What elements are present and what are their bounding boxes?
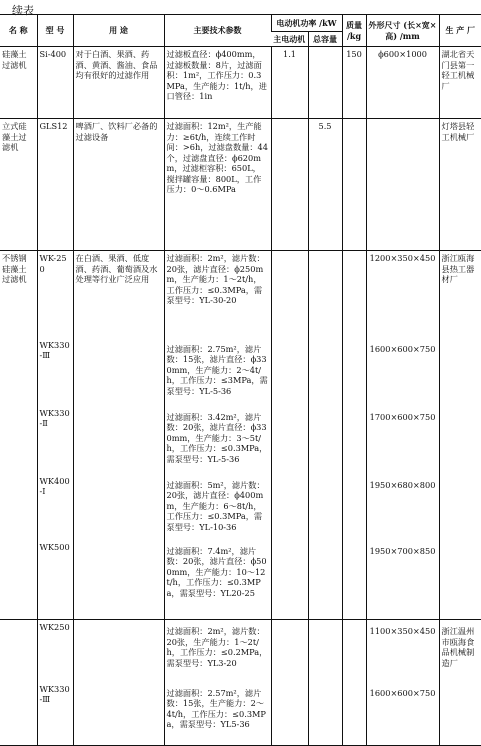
cell-use: [73, 620, 164, 682]
cell-model: WK400-Ⅰ: [37, 474, 73, 540]
cell-use: [73, 682, 164, 746]
table-row: [0, 119, 481, 251]
table-row: [0, 338, 481, 406]
cell-params: 过滤板直径：ϕ400mm，过滤板数量：8片，过滤面积：1m²，工作压力：0.3MPa，生产能力：1t/h，进口管径：1in: [164, 47, 271, 119]
cell-name: [0, 682, 37, 746]
cell-maker: 浙江温州市瓯海食品机械制造厂: [439, 620, 481, 682]
cell-model: WK330-Ⅲ: [37, 338, 73, 406]
cell-name: [0, 540, 37, 620]
cell-dims: 1600×600×750: [366, 338, 439, 406]
cell-params: 过滤面积：12m²，生产能力：≥6t/h，连续工作时间：>6h，过滤盘数量：44个，过滤盘直径：ϕ620mm，过滤柜容积：650L，搅拌罐容量：800L，工作压力：0～0.6MPa: [164, 119, 271, 251]
cell-params: 过滤面积：3.42m²，滤片数：20张，滤片直径：ϕ330mm，生产能力：3～5t/h，工作压力：≤0.3MPa，需泵型号：YL-5-36: [164, 406, 271, 474]
cell-power-total: [308, 620, 342, 682]
cell-weight: [342, 338, 366, 406]
cell-weight: [342, 540, 366, 620]
cell-model: WK330-Ⅲ: [37, 682, 73, 746]
header-power-main: 主电动机: [271, 32, 308, 47]
cell-dims: 1600×600×750: [366, 682, 439, 746]
table-row: [0, 47, 481, 119]
header-model: 型 号: [37, 15, 73, 47]
table-row: [0, 620, 481, 682]
cell-model: WK-250: [37, 251, 73, 338]
cell-power-total: [308, 682, 342, 746]
cell-use: 对于白酒、果酒、药酒、黄酒、酱油、食品均有很好的过滤作用: [73, 47, 164, 119]
cell-dims: 1700×600×750: [366, 406, 439, 474]
cell-name: 硅藻土过滤机: [0, 47, 37, 119]
cell-dims: 1100×350×450: [366, 620, 439, 682]
cell-maker: [439, 338, 481, 406]
table-row: [0, 406, 481, 474]
cell-power-total: [308, 251, 342, 338]
cell-maker: [439, 540, 481, 620]
cell-name: [0, 620, 37, 682]
cell-params: 过滤面积：2.75m²，滤片数：15张，滤片直径：ϕ330mm，生产能力：2～4t/h，工作压力：≤3MPa，需泵型号：YL-5-36: [164, 338, 271, 406]
cell-power-main: [271, 119, 308, 251]
header-params: 主要技术参数: [164, 15, 271, 47]
cell-params: 过滤面积：5m²，滤片数：20张，滤片直径：ϕ400mm，生产能力：6～8t/h，工作压力：≤0.3MPa，需泵型号：YL-10-36: [164, 474, 271, 540]
cell-power-main: [271, 251, 308, 338]
header-dims: 外形尺寸 (长×宽×高) /mm: [366, 15, 439, 47]
cell-use: [73, 406, 164, 474]
cell-name: [0, 474, 37, 540]
cell-use: [73, 474, 164, 540]
header-power-total: 总容量: [308, 32, 342, 47]
cell-weight: 150: [342, 47, 366, 119]
header-power: 电动机功率 /kW: [271, 15, 342, 32]
table-row: [0, 251, 481, 338]
cell-weight: [342, 682, 366, 746]
cell-power-total: [308, 47, 342, 119]
equipment-table: [0, 14, 481, 746]
cell-weight: [342, 119, 366, 251]
header-use: 用 途: [73, 15, 164, 47]
cell-maker: 灯塔县轻工机械厂: [439, 119, 481, 251]
cell-power-main: [271, 474, 308, 540]
cell-model: WK250: [37, 620, 73, 682]
header-weight: 质量 /kg: [342, 15, 366, 47]
cell-params: 过滤面积：2.57m²，滤片数：15张，生产能力：2～4t/h，工作压力：≤0.3MPa，需泵型号：YL5-36: [164, 682, 271, 746]
cell-power-main: [271, 406, 308, 474]
cell-model: Si-400: [37, 47, 73, 119]
cell-name: [0, 406, 37, 474]
cell-params: 过滤面积：2m²，滤片数：20张，滤片直径：ϕ250mm，生产能力：1～2t/h，工作压力：≤0.3MPa，需泵型号：YL-30-20: [164, 251, 271, 338]
cell-dims: 1200×350×450: [366, 251, 439, 338]
cell-power-main: [271, 620, 308, 682]
cell-params: 过滤面积：2m²，滤片数：20张，生产能力：1～2t/h，工作压力：≤0.2MPa，需泵型号：YL3-20: [164, 620, 271, 682]
cell-dims: 1950×700×850: [366, 540, 439, 620]
cell-power-main: [271, 682, 308, 746]
cell-params: 过滤面积：7.4m²，滤片数：20张，滤片直径：ϕ500mm，生产能力：10～12t/h，工作压力：≤0.3MPa，需泵型号：YL20-25: [164, 540, 271, 620]
cell-weight: [342, 474, 366, 540]
cell-use: [73, 338, 164, 406]
table-row: [0, 474, 481, 540]
header-maker: 生 产 厂: [439, 15, 481, 47]
cell-dims: [366, 119, 439, 251]
cell-maker: 湖北省天门县第一轻工机械厂: [439, 47, 481, 119]
cell-power-main: 1.1: [271, 47, 308, 119]
header-name: 名 称: [0, 15, 37, 47]
cell-power-total: [308, 474, 342, 540]
table-row: [0, 682, 481, 746]
cell-use: 在白酒、果酒、低度酒、药酒、葡萄酒及水处理等行业广泛应用: [73, 251, 164, 338]
cell-name: 立式硅藻土过滤机: [0, 119, 37, 251]
cell-maker: 浙江瓯海县热工器材厂: [439, 251, 481, 338]
cell-power-total: [308, 338, 342, 406]
cell-power-main: [271, 338, 308, 406]
cell-maker: [439, 682, 481, 746]
cell-weight: [342, 251, 366, 338]
cell-maker: [439, 474, 481, 540]
cell-weight: [342, 620, 366, 682]
cell-use: 啤酒厂、饮料厂必备的过滤设备: [73, 119, 164, 251]
cell-use: [73, 540, 164, 620]
cell-power-total: [308, 406, 342, 474]
cell-power-total: 5.5: [308, 119, 342, 251]
cell-name: [0, 338, 37, 406]
cell-maker: [439, 406, 481, 474]
cell-power-main: [271, 540, 308, 620]
cell-model: GLS12: [37, 119, 73, 251]
table-row: [0, 540, 481, 620]
table-caption: 续表: [12, 4, 34, 17]
cell-power-total: [308, 540, 342, 620]
cell-dims: 1950×680×800: [366, 474, 439, 540]
cell-dims: ϕ600×1000: [366, 47, 439, 119]
cell-weight: [342, 406, 366, 474]
cell-name: 不锈钢硅藻土过滤机: [0, 251, 37, 338]
cell-model: WK500: [37, 540, 73, 620]
cell-model: WK330-Ⅱ: [37, 406, 73, 474]
